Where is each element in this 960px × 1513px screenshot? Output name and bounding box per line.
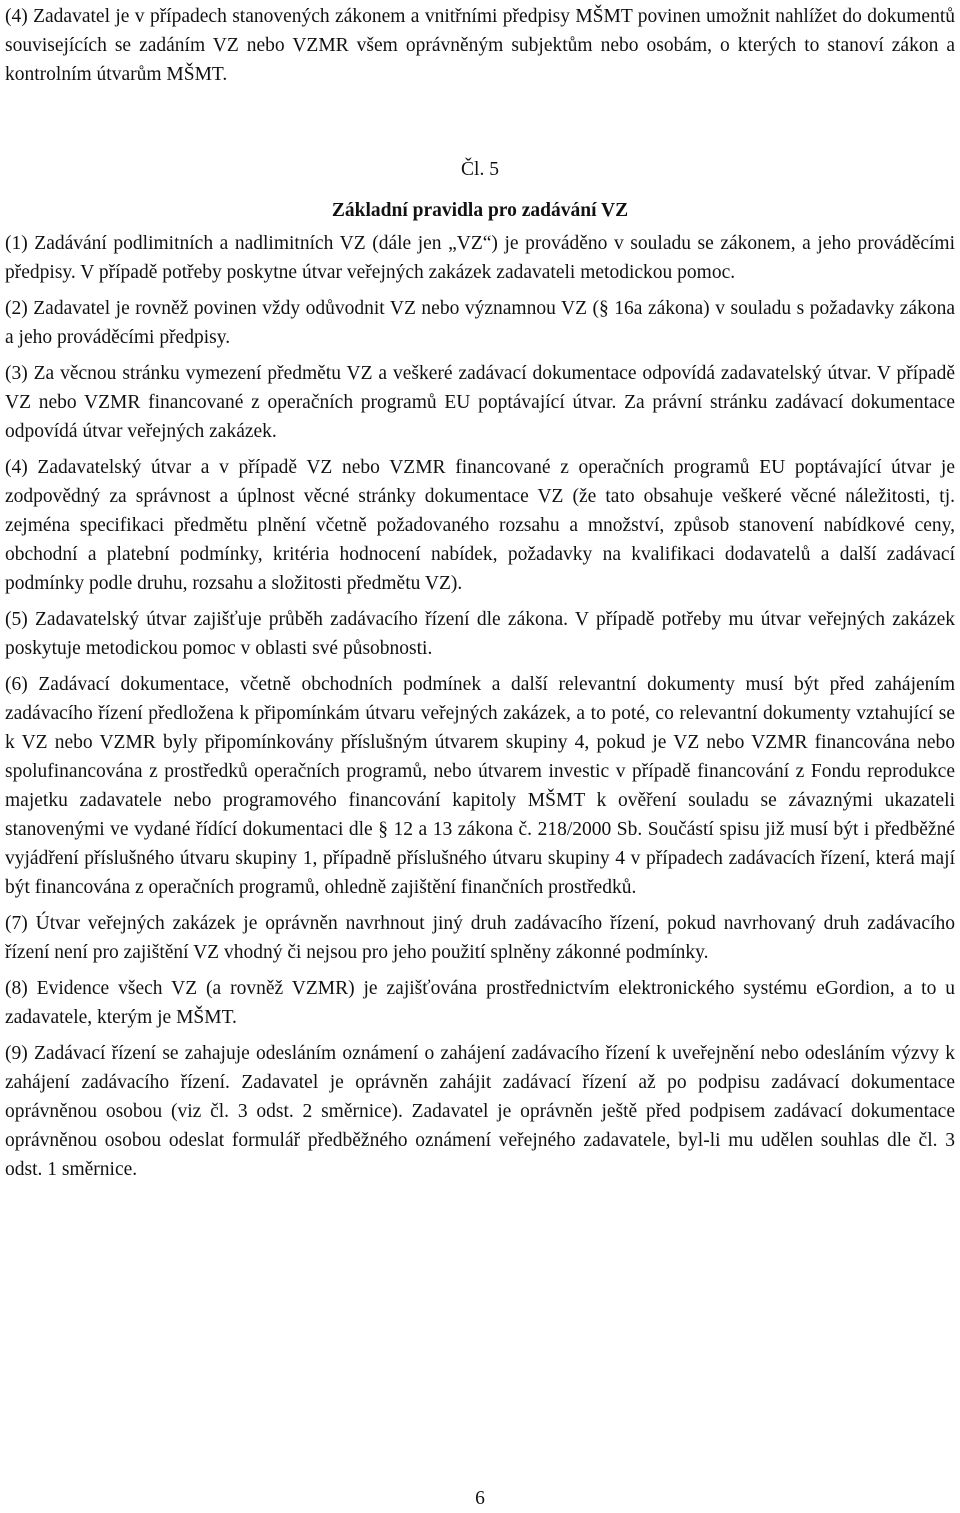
- paragraph-2: (2) Zadavatel je rovněž povinen vždy odůvodnit VZ nebo významnou VZ (§ 16a zákona) v souladu s požadavky zákona a jeho prováděcími předpisy.: [5, 298, 955, 348]
- article-title: Základní pravidla pro zadávání VZ: [331, 200, 629, 221]
- paragraph-9: (9) Zadávací řízení se zahajuje odesláním oznámení o zahájení zadávacího řízení k uveřejnění nebo odesláním výzvy k zahájení zadávacího řízení. Zadavatel je oprávněn zahájit zadávací řízení až po podpisu zadávací dokumentace oprávněnou osobou (viz čl. 3 odst. 2 směrnice). Zadavatel je oprávněn ještě před podpisem zadávací dokumentace oprávněnou osobou odeslat formulář předběžného oznámení veřejného zadavatele, byl-li mu udělen souhlas dle čl. 3 odst. 1 směrnice.: [5, 1043, 955, 1180]
- paragraph-7: (7) Útvar veřejných zakázek je oprávněn navrhnout jiný druh zadávacího řízení, pokud navrhovaný druh zadávacího řízení není pro zajištění VZ vhodný či nejsou pro jeho použití splněny zákonné podmínky.: [5, 913, 955, 963]
- paragraph-5: (5) Zadavatelský útvar zajišťuje průběh zadávacího řízení dle zákona. V případě potřeby mu útvar veřejných zakázek poskytuje metodickou pomoc v oblasti své působnosti.: [5, 609, 955, 659]
- intro-paragraph: (4) Zadavatel je v případech stanovených zákonem a vnitřními předpisy MŠMT povinen umožnit nahlížet do dokumentů souvisejících se zadáním VZ nebo VZMR všem oprávněným subjektům nebo osobám, o kterých to stanoví zákon a kontrolním útvarům MŠMT.: [5, 6, 955, 85]
- paragraph-3: (3) Za věcnou stránku vymezení předmětu VZ a veškeré zadávací dokumentace odpovídá zadavatelský útvar. V případě VZ nebo VZMR financované z operačních programů EU poptávající útvar. Za právní stránku zadávací dokumentace odpovídá útvar veřejných zakázek.: [5, 363, 955, 442]
- document-page: [5, 0, 955, 1184]
- paragraph-6: (6) Zadávací dokumentace, včetně obchodních podmínek a další relevantní dokumenty musí být před zahájením zadávacího řízení předložena k připomínkám útvaru veřejných zakázek, a to poté, co relevantní dokumenty vztahující se k VZ nebo VZMR byly připomínkovány příslušným útvarem skupiny 4, pokud je VZ nebo VZMR financována nebo spolufinancována z prostředků operačních programů, nebo útvarem investic v případě financování z Fondu reprodukce majetku zadavatele nebo programového financování kapitoly MŠMT k ověření souladu se závaznými ukazateli stanovenými ve vydané řídící dokumentaci dle § 12 a 13 zákona č. 218/2000 Sb. Součástí spisu již musí být i předběžné vyjádření příslušného útvaru skupiny 1, případně příslušného útvaru skupiny 4 v případech zadávacích řízení, která mají být financována z operačních programů, ohledně zajištění finančních prostředků.: [5, 674, 955, 898]
- article-number: Čl. 5: [461, 159, 499, 180]
- paragraph-4: (4) Zadavatelský útvar a v případě VZ nebo VZMR financované z operačních programů EU poptávající útvar je zodpovědný za správnost a úplnost věcné stránky dokumentace VZ (že tato obsahuje veškeré věcné náležitosti, tj. zejména specifikaci předmětu plnění včetně požadovaného rozsahu a množství, způsob stanovení nabídkové ceny, obchodní a platební podmínky, kritéria hodnocení nabídek, požadavky na kvalifikaci dodavatelů a další zadávací podmínky podle druhu, rozsahu a složitosti předmětu VZ).: [5, 457, 955, 594]
- page-number: 6: [475, 1488, 485, 1509]
- paragraph-1: (1) Zadávání podlimitních a nadlimitních VZ (dále jen „VZ“) je prováděno v souladu se zákonem, a jeho prováděcími předpisy. V případě potřeby poskytne útvar veřejných zakázek zadavateli metodickou pomoc.: [5, 233, 955, 283]
- paragraph-8: (8) Evidence všech VZ (a rovněž VZMR) je zajišťována prostřednictvím elektronického systému eGordion, a to u zadavatele, kterým je MŠMT.: [5, 978, 955, 1028]
